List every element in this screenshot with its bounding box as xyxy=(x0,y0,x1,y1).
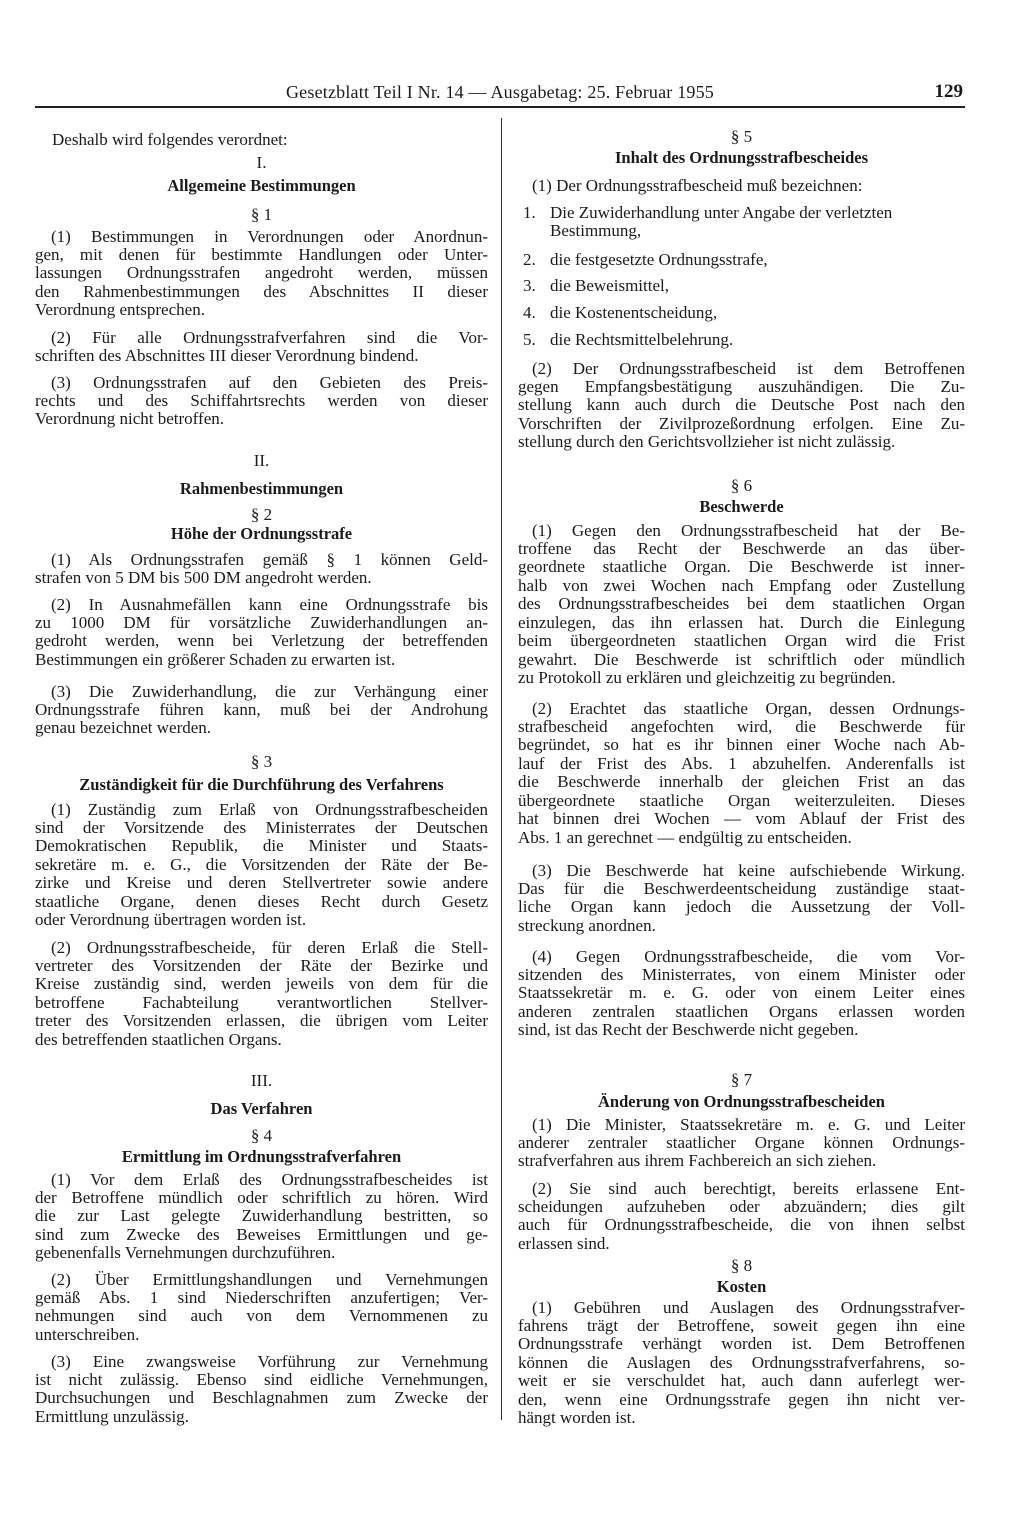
column-divider xyxy=(501,118,502,1420)
paragraph-line: zu 1000 DM für vorsätzliche Zuwiderhandlungen an- xyxy=(35,613,488,632)
paragraph-line: sekretäre m. e. G., die Vorsitzenden der Räte der Be- xyxy=(35,855,488,874)
paragraph xyxy=(35,551,488,588)
list-item-line: die Kostenentscheidung, xyxy=(550,303,718,322)
paragraph-line: (2) Über Ermittlungshandlungen und Vernehmungen xyxy=(51,1270,488,1289)
paragraph-line: zu Protokoll zu erklären und gleichzeitig zu begründen. xyxy=(518,669,896,687)
paragraph xyxy=(518,1299,965,1428)
paragraph-line: stellung kann auch durch die Deutsche Post nach den xyxy=(518,396,965,415)
paragraph-line: Ermittlung unzulässig. xyxy=(35,1407,189,1426)
paragraph-line: anderen zentralen staatlichen Organs erlassen worden xyxy=(518,1002,965,1021)
paragraph-line: des betreffenden staatlichen Organs. xyxy=(35,1030,282,1049)
paragraph-line: Ordnungsstrafe verhängt worden ist. Dem Betroffenen xyxy=(518,1335,965,1354)
paragraph-line: sind, ist das Recht der Beschwerde nicht gegeben. xyxy=(518,1021,859,1040)
list-item-line: die Beweismittel, xyxy=(550,276,669,295)
paragraph-line: Durchsuchungen und Beschlagnahmen zum Zwecke der xyxy=(35,1389,488,1408)
paragraph-line: ist nicht zulässig. Ebenso sind eidliche Vernehmungen, xyxy=(35,1370,488,1389)
paragraph-line: sind der Vorsitzende des Ministerrates der Deutschen xyxy=(35,818,488,837)
section-heading: Änderung von Ordnungsstrafbescheiden xyxy=(598,1091,885,1111)
paragraph-line: erlassen sind. xyxy=(518,1234,610,1253)
paragraph-line: (1) Gegen den Ordnungsstrafbescheid hat der Be- xyxy=(532,521,965,540)
paragraph-line: (2) Der Ordnungsstrafbescheid ist dem Betroffenen xyxy=(532,359,965,378)
paragraph-line: Vorschriften der Zivilprozeßordnung erfolgen. Eine Zu- xyxy=(518,414,965,433)
paragraph-line: (2) Erachtet das staatliche Organ, dessen Ordnungs- xyxy=(532,699,965,718)
paragraph-line: sind zum Zwecke des Beweises Ermittlungen und ge- xyxy=(35,1225,488,1244)
paragraph xyxy=(35,1353,488,1427)
paragraph-line: begründet, so hat es ihr binnen einer Woche nach Ab- xyxy=(518,736,965,755)
paragraph-line: (1) Als Ordnungsstrafen gemäß § 1 können Geld- xyxy=(51,550,488,569)
paragraph-line: Kreise zuständig sind, werden jeweils von dem für die xyxy=(35,975,488,994)
section-number: § 6 xyxy=(730,475,753,495)
paragraph-line: (3) Die Zuwiderhandlung, die zur Verhängung einer xyxy=(51,682,488,701)
paragraph-line: den Rahmenbestimmungen des Abschnittes II dieser xyxy=(35,282,488,301)
list-item-line: die Rechtsmittelbelehrung. xyxy=(550,330,734,349)
paragraph xyxy=(518,360,965,452)
paragraph xyxy=(35,596,488,670)
paragraph-line: liche Organ kann jedoch die Aussetzung der Voll- xyxy=(518,898,965,917)
intro-text: Deshalb wird folgendes verordnet: xyxy=(52,129,288,149)
paragraph-line: (2) In Ausnahmefällen kann eine Ordnungsstrafe bis xyxy=(51,595,488,614)
paragraph-line: fahrens trägt der Betroffene, soweit gegen ihn eine xyxy=(518,1316,965,1335)
paragraph-line: übergeordnete staatliche Organ weiterzuleiten. Dieses xyxy=(518,791,965,810)
paragraph-line: (1) Bestimmungen in Verordnungen oder Anordnun- xyxy=(51,227,488,246)
paragraph-line: troffene das Recht der Beschwerde an das über- xyxy=(518,539,965,558)
list-item-number: 2. xyxy=(523,249,536,269)
paragraph-line: (1) Zuständig zum Erlaß von Ordnungsstrafbescheiden xyxy=(51,800,488,819)
paragraph-line: weit er sie verschuldet hat, auch dann auferlegt wer- xyxy=(518,1372,965,1391)
paragraph-line: lassungen Ordnungsstrafen angedroht werden, müssen xyxy=(35,264,488,283)
paragraph-line: Staatssekretär m. e. G. oder von einem Leiter eines xyxy=(518,984,965,1003)
section-heading: Das Verfahren xyxy=(210,1098,313,1118)
left-column xyxy=(35,0,488,1516)
paragraph-line: Demokratischen Republik, die Minister und Staats- xyxy=(35,837,488,856)
paragraph-line: treter des Vorsitzenden erlassen, die übrigen vom Leiter xyxy=(35,1012,488,1031)
section-heading: Ermittlung im Ordnungsstrafverfahren xyxy=(121,1146,402,1166)
section-number: § 8 xyxy=(730,1255,753,1275)
section-number: § 3 xyxy=(250,751,273,771)
paragraph-line: einzulegen, das ihn erlassen hat. Durch die Einlegung xyxy=(518,613,965,632)
part-number: III. xyxy=(250,1070,273,1090)
section-heading: Kosten xyxy=(716,1276,767,1296)
paragraph-line: Verordnung nicht betroffen. xyxy=(35,410,224,429)
running-title: Gesetzblatt Teil I Nr. 14 — Ausgabetag: 25. Februar 1955 xyxy=(285,82,715,102)
list-item xyxy=(518,277,965,295)
section-number: § 7 xyxy=(730,1069,753,1089)
paragraph-line: rechts und des Schiffahrtsrechts werden von dieser xyxy=(35,391,488,410)
paragraph-line: genau bezeichnet werden. xyxy=(35,719,212,738)
list-item-number: 1. xyxy=(523,202,536,222)
section-heading: Beschwerde xyxy=(699,496,784,516)
paragraph-line: Bestimmungen ein größerer Schaden zu erwarten ist. xyxy=(35,650,396,669)
paragraph-line: beim übergeordneten staatlichen Organ wird die Frist xyxy=(518,632,965,651)
paragraph xyxy=(518,700,965,848)
paragraph-line: des Ordnungsstrafbescheides bei dem staatlichen Organ xyxy=(518,595,965,614)
section-number: § 2 xyxy=(250,504,273,524)
paragraph-line: vertreter des Vorsitzenden der Räte der Bezirke und xyxy=(35,956,488,975)
paragraph-line: der Betroffene mündlich oder schriftlich zu hören. Wird xyxy=(35,1188,488,1207)
paragraph-line: gemäß Abs. 1 sind Niederschriften anzufertigen; Ver- xyxy=(35,1288,488,1307)
paragraph-line: die zur Last gelegte Zuwiderhandlung bestritten, so xyxy=(35,1207,488,1226)
section-heading: Inhalt des Ordnungsstrafbescheides xyxy=(614,147,869,167)
paragraph-line: sitzenden des Ministerrates, von einem Minister oder xyxy=(518,965,965,984)
paragraph-line: schriften des Abschnittes III dieser Verordnung bindend. xyxy=(35,346,419,365)
paragraph-line: stellung durch den Gerichtsvollzieher ist nicht zulässig. xyxy=(518,433,896,452)
paragraph-line: Abs. 1 an gerechnet — endgültig zu entscheiden. xyxy=(518,828,852,847)
list-item xyxy=(518,204,965,241)
paragraph-line: (3) Die Beschwerde hat keine aufschiebende Wirkung. xyxy=(532,861,965,880)
list-item xyxy=(518,331,965,349)
paragraph-line: (1) Die Minister, Staatssekretäre m. e. G. und Leiter xyxy=(532,1115,965,1134)
paragraph xyxy=(35,683,488,738)
section-heading: Allgemeine Bestimmungen xyxy=(167,175,356,195)
paragraph xyxy=(35,374,488,429)
paragraph-line: können die Auslagen des Ordnungsstrafverfahrens, so- xyxy=(518,1353,965,1372)
paragraph-line: Das für die Beschwerdeentscheidung zuständige staat- xyxy=(518,879,965,898)
paragraph-line: (1) Gebühren und Auslagen des Ordnungsstrafver- xyxy=(532,1298,965,1317)
section-heading: Zuständigkeit für die Durchführung des Verfahrens xyxy=(79,774,444,794)
list-item-line: die festgesetzte Ordnungsstrafe, xyxy=(550,250,768,269)
paragraph-line: strafbescheid angefochten wird, die Beschwerde für xyxy=(518,717,965,736)
paragraph xyxy=(35,329,488,366)
paragraph-line: strafen von 5 DM bis 500 DM angedroht werden. xyxy=(35,568,372,587)
section-heading: Rahmenbestimmungen xyxy=(179,478,344,498)
list-item-line: Bestimmung, xyxy=(550,221,642,240)
list-item xyxy=(518,251,965,269)
paragraph-line: strafverfahren aus ihrem Fachbereich an sich ziehen. xyxy=(518,1152,877,1171)
section-number: § 1 xyxy=(250,204,273,224)
paragraph-line: gewahrt. Die Beschwerde ist schriftlich oder mündlich xyxy=(518,650,965,669)
paragraph-line: gen, mit denen für bestimmte Handlungen oder Unter- xyxy=(35,245,488,264)
paragraph xyxy=(518,522,965,688)
paragraph-line: nehmungen sind auch von dem Vernommenen zu xyxy=(35,1307,488,1326)
paragraph-line: gegen Empfangsbestätigung auszuhändigen. Die Zu- xyxy=(518,377,965,396)
paragraph-line: streckung anordnen. xyxy=(518,916,656,935)
paragraph-line: zirke und Kreise und deren Stellvertreter sowie andere xyxy=(35,874,488,893)
paragraph-line: (3) Eine zwangsweise Vorführung zur Vernehmung xyxy=(51,1352,488,1371)
paragraph xyxy=(518,1180,965,1254)
paragraph-line: (2) Sie sind auch berechtigt, bereits erlassene Ent- xyxy=(532,1179,965,1198)
list-item-line: Die Zuwiderhandlung unter Angabe der verletzten xyxy=(550,203,893,222)
paragraph xyxy=(35,1271,488,1345)
paragraph-line: (4) Gegen Ordnungsstrafbescheide, die vom Vor- xyxy=(532,947,965,966)
paragraph-line: hängt worden ist. xyxy=(518,1409,636,1428)
paragraph-line: Verordnung entsprechen. xyxy=(35,301,205,320)
paragraph-line: (2) Ordnungsstrafbescheide, für deren Erlaß die Stell- xyxy=(51,938,488,957)
paragraph-line: geordnete staatliche Organ. Die Beschwerde ist inner- xyxy=(518,558,965,577)
paragraph xyxy=(518,862,965,936)
paragraph-line: lauf der Frist des Abs. 1 abzuhelfen. Anderenfalls ist xyxy=(518,754,965,773)
paragraph-line: (2) Für alle Ordnungsstrafverfahren sind die Vor- xyxy=(51,328,488,347)
paragraph-line: den, wenn eine Ordnungsstrafe gegen ihn nicht ver- xyxy=(518,1390,965,1409)
part-number: II. xyxy=(253,450,270,470)
paragraph xyxy=(518,1116,965,1171)
paragraph-line: gebenenfalls Vernehmungen durchzuführen. xyxy=(35,1244,336,1263)
paragraph xyxy=(35,228,488,320)
paragraph-line: anderer zentraler staatlicher Organe können Ordnungs- xyxy=(518,1133,965,1152)
paragraph xyxy=(35,801,488,930)
paragraph-line: Ordnungsstrafe führen kann, muß bei der Androhung xyxy=(35,700,488,719)
part-number: I. xyxy=(256,152,267,172)
list-intro: (1) Der Ordnungsstrafbescheid muß bezeichnen: xyxy=(532,175,863,195)
list-item-number: 4. xyxy=(523,302,536,322)
paragraph-line: auch für Ordnungsstrafbescheide, die von ihnen selbst xyxy=(518,1216,965,1235)
paragraph-line: (3) Ordnungsstrafen auf den Gebieten des Preis- xyxy=(51,373,488,392)
paragraph-line: oder Verordnung übertragen worden ist. xyxy=(35,911,307,930)
paragraph-line: betroffene Fachabteilung verantwortlichen Stellver- xyxy=(35,993,488,1012)
section-number: § 5 xyxy=(730,126,753,146)
paragraph-line: die Beschwerde innerhalb der gleichen Frist an das xyxy=(518,773,965,792)
list-item-number: 3. xyxy=(523,275,536,295)
paragraph-line: unterschreiben. xyxy=(35,1325,140,1344)
paragraph-line: halb von zwei Wochen nach Empfang oder Zustellung xyxy=(518,576,965,595)
list-item xyxy=(518,304,965,322)
paragraph-line: (1) Vor dem Erlaß des Ordnungsstrafbescheides ist xyxy=(51,1170,488,1189)
section-number: § 4 xyxy=(250,1125,273,1145)
page-number: 129 xyxy=(934,81,963,102)
paragraph-line: scheidungen aufzuheben oder abzuändern; dies gilt xyxy=(518,1197,965,1216)
paragraph xyxy=(35,1171,488,1263)
paragraph-line: gedroht werden, wenn bei Verletzung der betreffenden xyxy=(35,632,488,651)
list-item-number: 5. xyxy=(523,329,536,349)
section-heading: Höhe der Ordnungsstrafe xyxy=(170,523,353,543)
paragraph xyxy=(518,948,965,1040)
paragraph xyxy=(35,939,488,1050)
paragraph-line: hat binnen drei Wochen — vom Ablauf der Frist des xyxy=(518,810,965,829)
paragraph-line: staatliche Organe, denen dieses Recht durch Gesetz xyxy=(35,892,488,911)
right-column xyxy=(518,0,965,1516)
